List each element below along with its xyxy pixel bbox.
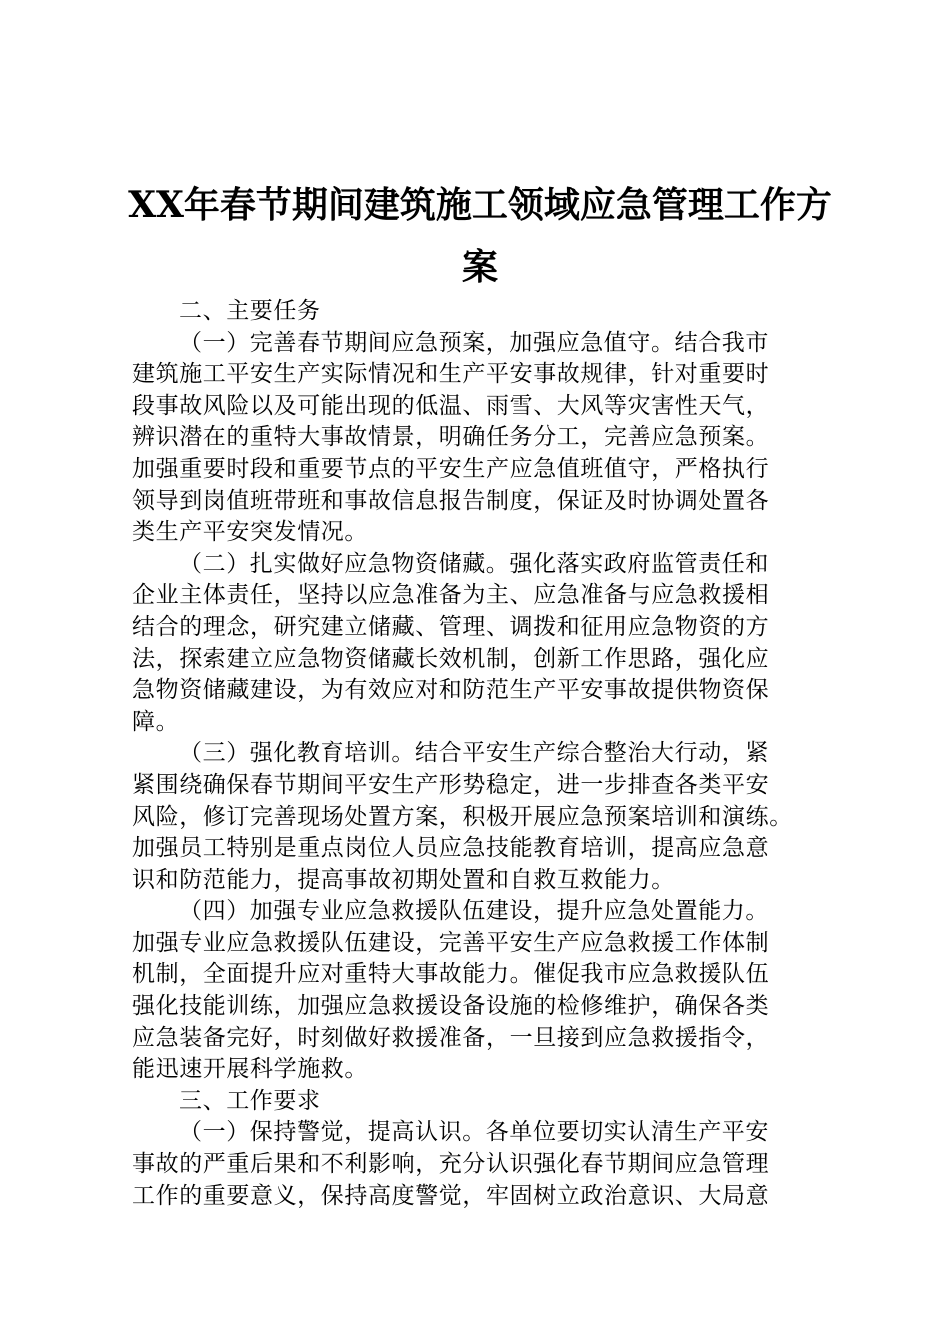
body-text-line: （一）完善春节期间应急预案，加强应急值守。结合我市	[179, 329, 769, 356]
body-text-line: 辨识潜在的重特大事故情景，明确任务分工，完善应急预案。	[132, 424, 770, 451]
body-text-line: 工作的重要意义，保持高度警觉，牢固树立政治意识、大局意	[132, 1182, 770, 1209]
body-text-line: 能迅速开展科学施救。	[132, 1056, 368, 1083]
body-text-line: 事故的严重后果和不利影响，充分认识强化春节期间应急管理	[132, 1151, 770, 1178]
body-text-line: 加强专业应急救援队伍建设，完善平安生产应急救援工作体制	[132, 929, 770, 956]
document-body	[132, 296, 832, 1212]
body-text-line: 加强员工特别是重点岗位人员应急技能教育培训，提高应急意	[132, 835, 770, 862]
body-text-line: （三）强化教育培训。结合平安生产综合整治大行动，紧	[179, 740, 769, 767]
body-text-line: 法，探索建立应急物资储藏长效机制，创新工作思路，强化应	[132, 645, 770, 672]
body-text-line: 建筑施工平安生产实际情况和生产平安事故规律，针对重要时	[132, 361, 770, 388]
body-text-line: 段事故风险以及可能出现的低温、雨雪、大风等灾害性天气，	[132, 392, 770, 419]
document-title-line-2: 案	[461, 246, 498, 288]
body-text-line: （二）扎实做好应急物资储藏。强化落实政府监管责任和	[179, 550, 769, 577]
body-text-line: （一）保持警觉，提高认识。各单位要切实认清生产平安	[179, 1119, 769, 1146]
body-text-line: （四）加强专业应急救援队伍建设，提升应急处置能力。	[179, 898, 769, 925]
body-text-line: 机制，全面提升应对重特大事故能力。催促我市应急救援队伍	[132, 961, 770, 988]
body-text-line: 企业主体责任，坚持以应急准备为主、应急准备与应急救援相	[132, 582, 770, 609]
body-text-line: 领导到岗值班带班和事故信息报告制度，保证及时协调处置各	[132, 487, 770, 514]
body-text-line: 急物资储藏建设，为有效应对和防范生产平安事故提供物资保	[132, 677, 770, 704]
body-text-line: 障。	[132, 708, 180, 735]
body-text-line: 类生产平安突发情况。	[132, 519, 368, 546]
body-text-line: 三、工作要求	[179, 1087, 321, 1114]
body-text-line: 加强重要时段和重要节点的平安生产应急值班值守，严格执行	[132, 455, 770, 482]
document-title-line-1: XX年春节期间建筑施工领域应急管理工作方	[128, 184, 832, 226]
body-text-line: 强化技能训练，加强应急救援设备设施的检修维护，确保各类	[132, 993, 770, 1020]
body-text-line: 风险，修订完善现场处置方案，积极开展应急预案培训和演练。	[132, 803, 793, 830]
body-text-line: 结合的理念，研究建立储藏、管理、调拨和征用应急物资的方	[132, 613, 770, 640]
body-text-line: 应急装备完好，时刻做好救援准备，一旦接到应急救援指令，	[132, 1024, 770, 1051]
body-text-line: 紧围绕确保春节期间平安生产形势稳定，进一步排查各类平安	[132, 771, 770, 798]
body-text-line: 二、主要任务	[179, 298, 321, 324]
body-text-line: 识和防范能力，提高事故初期处置和自救互救能力。	[132, 866, 675, 893]
